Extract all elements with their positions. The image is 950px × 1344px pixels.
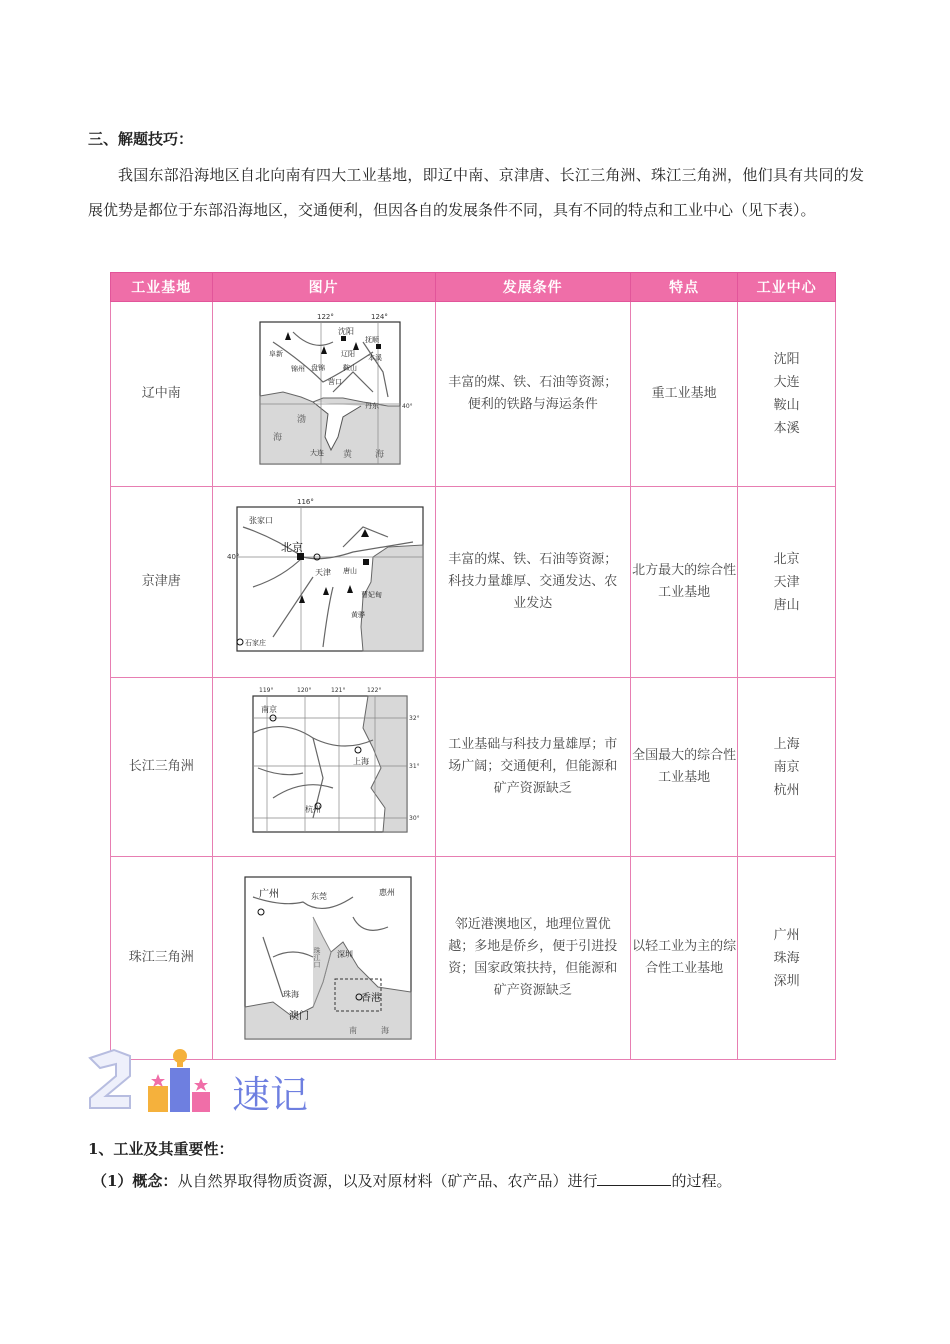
header-base: 工业基地: [111, 273, 213, 302]
header-centers: 工业中心: [738, 273, 836, 302]
industrial-bases-table: [110, 272, 836, 1060]
svg-text:119°: 119°: [258, 687, 274, 694]
base-name: 京津唐: [111, 487, 213, 678]
svg-text:鞍山: 鞍山: [342, 364, 357, 372]
svg-text:30°: 30°: [408, 815, 420, 822]
point1-concept: [92, 1170, 731, 1191]
header-feature: 特点: [630, 273, 738, 302]
base-name: 辽中南: [111, 302, 213, 487]
svg-text:澳门: 澳门: [288, 1011, 309, 1022]
center-city: 本溪: [773, 421, 800, 436]
map-liaozhongnan: [212, 302, 435, 487]
svg-text:120°: 120°: [296, 687, 312, 694]
svg-text:黄骅: 黄骅: [350, 611, 365, 619]
point1-title: 1、工业及其重要性：: [88, 1140, 234, 1158]
svg-text:深圳: 深圳: [336, 950, 353, 959]
svg-text:石家庄: 石家庄: [244, 639, 266, 647]
map-jingjintang: [212, 487, 435, 678]
table-row: [111, 487, 836, 678]
svg-text:沈阳: 沈阳: [337, 327, 354, 336]
svg-text:丹东: 丹东: [364, 402, 379, 410]
svg-text:锦州: 锦州: [290, 365, 305, 373]
conditions: 丰富的煤、铁、石油等资源；便利的铁路与海运条件: [435, 302, 630, 487]
svg-text:营口: 营口: [327, 378, 342, 386]
svg-text:珠海: 珠海: [282, 990, 299, 999]
svg-text:32°: 32°: [408, 715, 420, 722]
center-city: 广州: [773, 927, 800, 943]
svg-text:珠江口: 珠江口: [312, 947, 321, 968]
center-city: 杭州: [773, 782, 800, 798]
svg-text:香港: 香港: [360, 993, 381, 1004]
jingjintang-map: [213, 487, 435, 669]
svg-text:122°: 122°: [316, 313, 334, 321]
svg-text:大连: 大连: [309, 449, 324, 457]
table-row: [111, 302, 836, 487]
svg-text:31°: 31°: [408, 763, 420, 770]
svg-text:曹妃甸: 曹妃甸: [360, 591, 382, 599]
fill-blank[interactable]: [597, 1171, 671, 1186]
table-row: [111, 857, 836, 1060]
base-name: 珠江三角洲: [111, 857, 213, 1060]
intro-paragraph: 我国东部沿海地区自北向南有四大工业基地，即辽中南、京津唐、长江三角洲、珠江三角洲，他们具有共同的发展优势是都位于东部沿海地区，交通便利，但因各自的发展条件不同，具有不同的特点和工业中心（见下表）。: [88, 166, 864, 219]
svg-text:广州: 广州: [258, 889, 279, 900]
centers: [738, 857, 836, 1060]
svg-text:40°: 40°: [401, 403, 413, 410]
svg-text:本溪: 本溪: [367, 354, 382, 362]
feature: 重工业基地: [630, 302, 738, 487]
yangtze-delta-map: [213, 678, 435, 848]
liaozhongnan-map: [213, 302, 435, 478]
map-pearl-delta: [212, 857, 435, 1060]
center-city: 鞍山: [773, 398, 800, 413]
centers: [738, 678, 836, 857]
center-city: 北京: [773, 551, 800, 567]
svg-text:上海: 上海: [352, 757, 369, 766]
svg-text:盘锦: 盘锦: [310, 364, 325, 372]
center-city: 大连: [773, 375, 800, 390]
svg-text:南京: 南京: [260, 705, 277, 714]
feature: 全国最大的综合性工业基地: [630, 678, 738, 857]
svg-text:116°: 116°: [296, 498, 314, 506]
svg-text:121°: 121°: [330, 687, 346, 694]
centers: [738, 487, 836, 678]
svg-text:杭州: 杭州: [304, 805, 321, 814]
header-conditions: 发展条件: [435, 273, 630, 302]
svg-text:惠州: 惠州: [378, 888, 395, 897]
svg-text:黄: 黄: [342, 450, 352, 460]
numeral-2-icon: [90, 1050, 130, 1108]
conditions: 丰富的煤、铁、石油等资源；科技力量雄厚、交通发达、农业发达: [435, 487, 630, 678]
svg-text:抚顺: 抚顺: [364, 336, 379, 344]
pearl-delta-map: [213, 857, 435, 1051]
concept-text-after: 的过程。: [671, 1172, 732, 1190]
svg-text:124°: 124°: [370, 313, 388, 321]
feature: 以轻工业为主的综合性工业基地: [630, 857, 738, 1060]
center-city: 珠海: [773, 950, 800, 966]
center-city: 天津: [773, 574, 800, 590]
map-yangtze-delta: [212, 678, 435, 857]
svg-text:南: 南: [348, 1026, 357, 1035]
svg-text:东莞: 东莞: [310, 892, 327, 901]
concept-text-before: 从自然界取得物质资源，以及对原材料（矿产品、农产品）进行: [177, 1172, 598, 1190]
svg-text:唐山: 唐山: [342, 567, 357, 575]
svg-text:海: 海: [374, 450, 384, 460]
table-row: [111, 678, 836, 857]
center-city: 上海: [773, 736, 800, 752]
memo-icons: [86, 1046, 226, 1116]
svg-text:122°: 122°: [366, 687, 382, 694]
svg-text:天津: 天津: [314, 568, 331, 577]
center-city: 南京: [773, 759, 800, 775]
concept-label: （1）概念：: [92, 1172, 178, 1190]
svg-text:渤: 渤: [296, 415, 306, 425]
svg-text:海: 海: [272, 433, 282, 443]
center-city: 唐山: [773, 597, 800, 613]
header-image: 图片: [212, 273, 435, 302]
svg-text:辽阳: 辽阳: [340, 350, 355, 358]
svg-text:阜新: 阜新: [268, 350, 283, 358]
svg-text:张家口: 张家口: [248, 516, 273, 525]
center-city: 沈阳: [773, 352, 800, 367]
center-city: 深圳: [773, 973, 800, 989]
svg-text:北京: 北京: [280, 541, 303, 554]
base-name: 长江三角洲: [111, 678, 213, 857]
svg-text:40°: 40°: [226, 553, 239, 561]
feature: 北方最大的综合性工业基地: [630, 487, 738, 678]
svg-text:海: 海: [380, 1026, 389, 1035]
memo-title: 速记: [232, 1073, 309, 1117]
podium-trophy-icon: [148, 1049, 210, 1112]
table-header-row: [111, 273, 836, 302]
centers: [738, 302, 836, 487]
conditions: 邻近港澳地区，地理位置优越；多地是侨乡，便于引进投资；国家政策扶持，但能源和矿产资源缺乏: [435, 857, 630, 1060]
conditions: 工业基础与科技力量雄厚；市场广阔；交通便利，但能源和矿产资源缺乏: [435, 678, 630, 857]
section-heading: 三、解题技巧：: [88, 130, 194, 148]
